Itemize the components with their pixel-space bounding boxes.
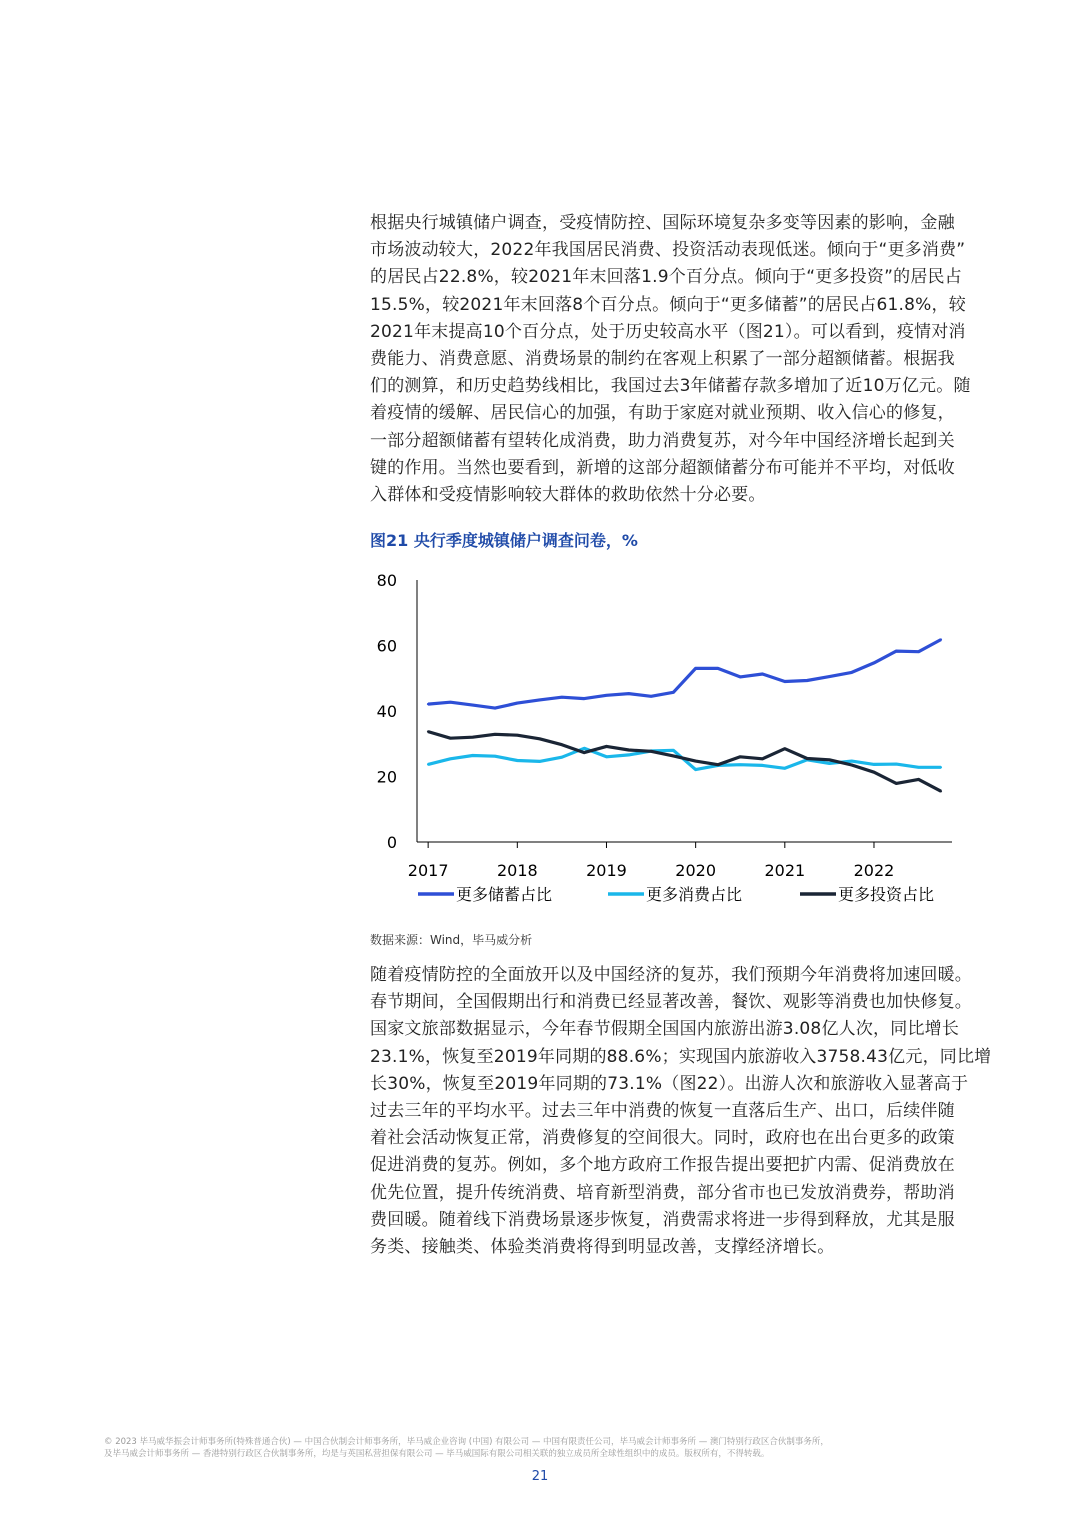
body-paragraph-1 bbox=[370, 210, 990, 509]
y-tick-label: 20 bbox=[376, 767, 397, 787]
data-point bbox=[583, 751, 585, 753]
data-point bbox=[628, 754, 630, 756]
data-point bbox=[761, 764, 763, 766]
body-paragraph-2 bbox=[370, 962, 990, 1261]
paragraph-line: 23.1%，恢复至2019年同期的88.6%；实现国内旅游收入3758.43亿元，同比增 bbox=[370, 1046, 992, 1067]
data-point bbox=[583, 747, 585, 749]
figure-title: 图21 央行季度城镇储户调查问卷，% bbox=[370, 531, 638, 550]
paragraph-line: 入群体和受疫情影响较大群体的救助依然十分必要。 bbox=[370, 485, 766, 506]
data-point bbox=[940, 790, 942, 792]
data-point bbox=[850, 671, 852, 673]
paragraph-line: 15.5%，较2021年末回落8个百分点。倾向于“更多储蓄”的居民占61.8%，较 bbox=[370, 294, 966, 315]
data-point bbox=[873, 763, 875, 765]
data-point bbox=[917, 778, 919, 780]
x-tick-label: 2019 bbox=[586, 861, 627, 880]
data-point bbox=[472, 704, 474, 706]
data-point bbox=[873, 662, 875, 664]
paragraph-line: 随着疫情防控的全面放开以及中国经济的复苏，我们预期今年消费将加速回暖。 bbox=[370, 965, 972, 985]
paragraph-line: 的居民占22.8%，较2021年末回落1.9个百分点。倾向于“更多投资”的居民占 bbox=[370, 267, 962, 288]
data-point bbox=[761, 758, 763, 760]
data-point bbox=[427, 763, 429, 765]
data-point bbox=[694, 667, 696, 669]
data-point bbox=[806, 757, 808, 759]
data-point bbox=[494, 733, 496, 735]
data-point bbox=[717, 667, 719, 669]
data-point bbox=[516, 702, 518, 704]
paragraph-line: 键的作用。当然也要看到，新增的这部分超额储蓄分布可能并不平均，对低收 bbox=[370, 457, 955, 478]
paragraph-line: 着社会活动恢复正常，消费修复的空间很大。同时，政府也在出台更多的政策 bbox=[370, 1128, 955, 1149]
figure-source: 数据来源：Wind，毕马威分析 bbox=[370, 933, 533, 947]
footer-legal-line: © 2023 毕马威华振会计师事务所(特殊普通合伙) — 中国合伙制会计师事务所，毕马威企业咨询 (中国) 有限公司 — 中国有限责任公司，毕马威会计师事务所 — 澳门特别行政区合伙制事务所， bbox=[104, 1437, 829, 1447]
paragraph-line: 费回暖。随着线下消费场景逐步恢复，消费需求将进一步得到释放，尤其是服 bbox=[370, 1209, 955, 1230]
paragraph-line: 长30%，恢复至2019年同期的73.1%（图22）。出游人次和旅游收入显著高于 bbox=[370, 1073, 969, 1094]
data-point bbox=[694, 760, 696, 762]
data-point bbox=[761, 673, 763, 675]
data-point bbox=[628, 749, 630, 751]
data-point bbox=[784, 680, 786, 682]
footer-legal-text bbox=[104, 1436, 984, 1460]
data-point bbox=[427, 730, 429, 732]
y-tick-label: 0 bbox=[386, 833, 397, 852]
data-point bbox=[717, 764, 719, 766]
data-point bbox=[850, 760, 852, 762]
series-line-1 bbox=[428, 640, 941, 709]
data-point bbox=[917, 651, 919, 653]
data-point bbox=[672, 755, 674, 757]
y-tick-label: 40 bbox=[376, 702, 397, 721]
paragraph-line: 着疫情的缓解、居民信心的加强，有助于家庭对就业预期、收入信心的修复， bbox=[370, 403, 955, 424]
data-point bbox=[739, 676, 741, 678]
data-point bbox=[538, 699, 540, 701]
data-point bbox=[449, 701, 451, 703]
data-point bbox=[561, 744, 563, 746]
paragraph-line: 春节期间，全国假期出行和消费已经显著改善，餐饮、观影等消费也加快修复。 bbox=[370, 992, 972, 1013]
data-point bbox=[605, 694, 607, 696]
data-point bbox=[494, 755, 496, 757]
data-point bbox=[784, 767, 786, 769]
data-point bbox=[784, 747, 786, 749]
data-point bbox=[895, 782, 897, 784]
data-point bbox=[605, 756, 607, 758]
legend-label: 更多消费占比 bbox=[646, 885, 743, 904]
data-point bbox=[561, 756, 563, 758]
paragraph-line: 优先位置，提升传统消费、培育新型消费，部分省市也已发放消费券，帮助消 bbox=[370, 1182, 955, 1203]
footer-legal-line: 及毕马威会计师事务所 — 香港特别行政区合伙制事务所，均是与英国私营担保有限公司 — 毕马威国际有限公司相关联的独立成员所全球性组织中的成员。版权所有，不得转载。 bbox=[104, 1449, 770, 1459]
data-point bbox=[494, 707, 496, 709]
data-point bbox=[516, 734, 518, 736]
legend-label: 更多储蓄占比 bbox=[456, 885, 553, 904]
data-point bbox=[739, 756, 741, 758]
data-point bbox=[806, 679, 808, 681]
data-point bbox=[516, 759, 518, 761]
x-tick-label: 2017 bbox=[407, 861, 449, 880]
y-tick-label: 60 bbox=[376, 636, 397, 656]
paragraph-line: 费能力、消费意愿、消费场景的制约在客观上积累了一部分超额储蓄。根据我 bbox=[370, 349, 955, 370]
paragraph-line: 国家文旅部数据显示，今年春节假期全国国内旅游出游3.08亿人次，同比增长 bbox=[370, 1019, 960, 1040]
paragraph-line: 2021年末提高10个百分点，处于历史较高水平（图21）。可以看到，疫情对消 bbox=[370, 321, 966, 342]
page-number: 21 bbox=[531, 1469, 549, 1484]
data-point bbox=[895, 650, 897, 652]
data-point bbox=[650, 695, 652, 697]
legend-label: 更多投资占比 bbox=[838, 885, 935, 904]
paragraph-line: 市场波动较大，2022年我国居民消费、投资活动表现低迷。倾向于“更多消费” bbox=[370, 240, 966, 261]
paragraph-line: 促进消费的复苏。例如，多个地方政府工作报告提出要把扩内需、促消费放在 bbox=[370, 1155, 955, 1176]
data-point bbox=[449, 758, 451, 760]
x-tick-label: 2018 bbox=[496, 861, 538, 880]
paragraph-line: 过去三年的平均水平。过去三年中消费的恢复一直落后生产、出口，后续伴随 bbox=[370, 1101, 955, 1122]
paragraph-line: 务类、接触类、体验类消费将得到明显改善，支撑经济增长。 bbox=[370, 1237, 835, 1258]
data-point bbox=[472, 754, 474, 756]
data-point bbox=[538, 738, 540, 740]
data-point bbox=[828, 759, 830, 761]
data-point bbox=[940, 638, 942, 640]
x-tick-label: 2020 bbox=[675, 861, 717, 880]
data-point bbox=[583, 697, 585, 699]
data-point bbox=[672, 749, 674, 751]
data-point bbox=[940, 766, 942, 768]
data-point bbox=[739, 764, 741, 766]
data-point bbox=[828, 675, 830, 677]
paragraph-line: 根据央行城镇储户调查，受疫情防控、国际环境复杂多变等因素的影响，金融 bbox=[370, 213, 955, 233]
data-point bbox=[561, 696, 563, 698]
data-point bbox=[873, 771, 875, 773]
data-point bbox=[650, 750, 652, 752]
data-point bbox=[472, 736, 474, 738]
x-tick-label: 2022 bbox=[853, 861, 895, 880]
data-point bbox=[605, 745, 607, 747]
paragraph-line: 一部分超额储蓄有望转化成消费，助力消费复苏，对今年中国经济增长起到关 bbox=[370, 430, 955, 451]
data-point bbox=[694, 768, 696, 770]
x-tick-label: 2021 bbox=[764, 861, 806, 880]
data-point bbox=[427, 703, 429, 705]
data-point bbox=[672, 691, 674, 693]
data-point bbox=[449, 737, 451, 739]
y-tick-label: 80 bbox=[376, 571, 397, 590]
data-point bbox=[628, 692, 630, 694]
data-point bbox=[895, 763, 897, 765]
data-point bbox=[917, 766, 919, 768]
data-point bbox=[828, 762, 830, 764]
line-chart bbox=[360, 560, 980, 920]
paragraph-line: 们的测算，和历史趋势线相比，我国过去3年储蓄存款多增加了近10万亿元。随 bbox=[370, 376, 971, 397]
data-point bbox=[538, 760, 540, 762]
data-point bbox=[850, 764, 852, 766]
